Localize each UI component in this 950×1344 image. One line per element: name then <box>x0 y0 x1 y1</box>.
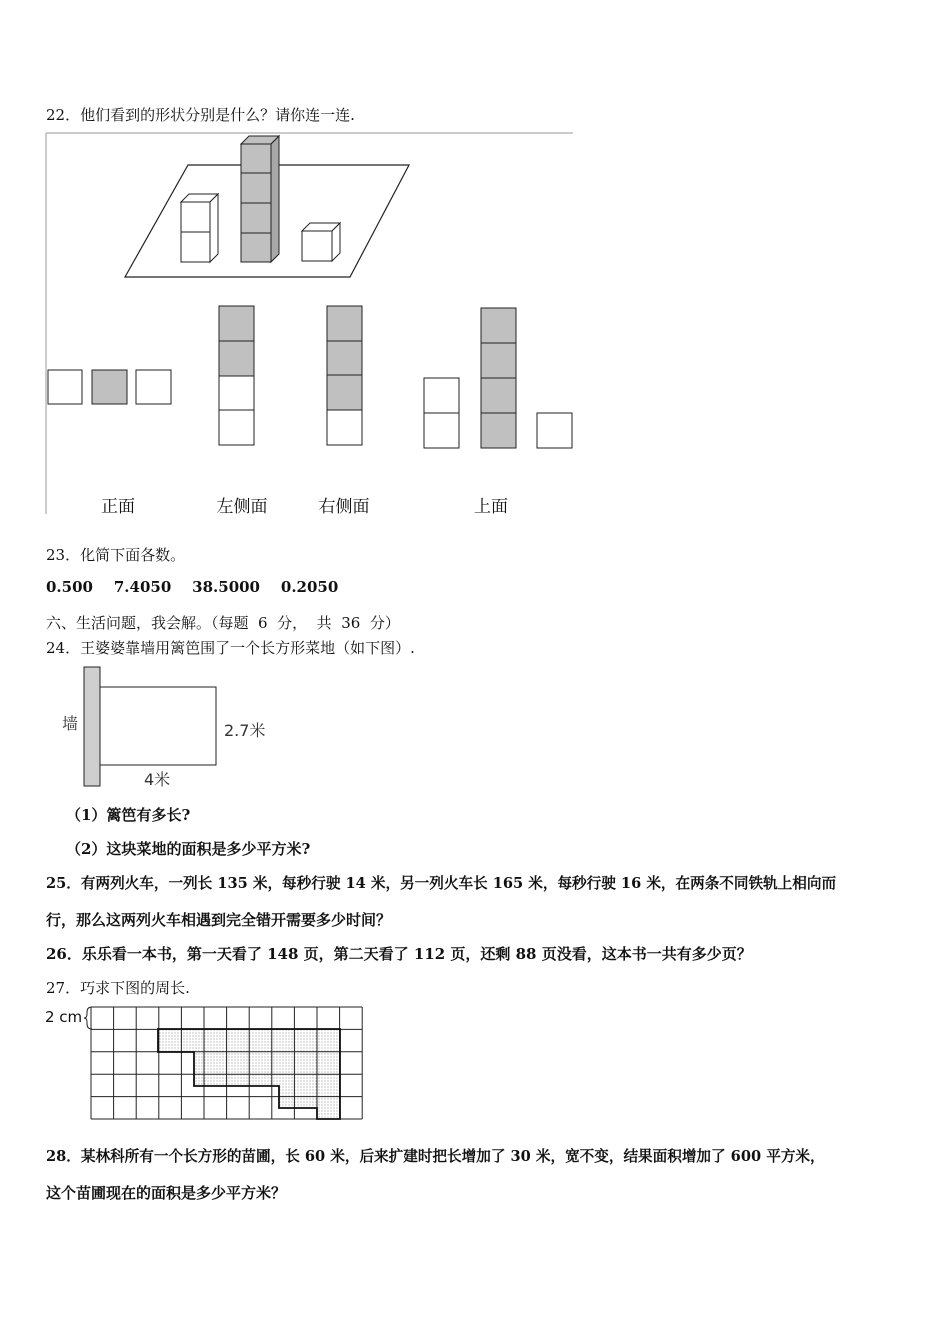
view-label-top: 上面 <box>474 497 508 517</box>
length-label: 4米 <box>144 770 171 789</box>
view-label-right: 右侧面 <box>318 497 370 517</box>
q25-line1: 25．有两列火车，一列长 135 米，每秒行驶 14 米，另一列火车长 165 米，每秒行驶 16 米，在两条不同铁轨上相向而 <box>46 875 837 892</box>
view-label-front: 正面 <box>101 497 135 517</box>
q25-line2: 行，那么这两列火车相遇到完全错开需要多少时间？ <box>46 911 392 929</box>
q27-title: 27．巧求下图的周长. <box>46 979 190 997</box>
q23-numbers: 0.500 7.4050 38.5000 0.2050 <box>46 578 339 596</box>
section6-title: 六、生活问题，我会解。（每题 6 分， 共 36 分） <box>46 614 400 632</box>
q24-title: 24．王婆婆靠墙用篱笆围了一个长方形菜地（如下图）. <box>46 639 415 657</box>
q24-sub2: （2）这块菜地的面积是多少平方米? <box>66 840 311 858</box>
q24-sub1: （1）篱笆有多长? <box>66 806 191 824</box>
wall-label: 墙 <box>62 714 79 733</box>
q23-title: 23．化简下面各数。 <box>46 546 186 564</box>
view-label-left: 左侧面 <box>216 497 268 517</box>
q28-line1: 28．某林科所有一个长方形的苗圃，长 60 米，后来扩建时把长增加了 30 米，宽不变，结果面积增加了 600 平方米， <box>46 1148 825 1165</box>
q26-text: 26．乐乐看一本书，第一天看了 148 页，第二天看了 112 页，还剩 88 页没看，这本书一共有多少页？ <box>46 945 752 963</box>
q28-line2: 这个苗圃现在的面积是多少平方米？ <box>46 1184 287 1202</box>
q22-title: 22．他们看到的形状分别是什么？请你连一连. <box>46 106 355 124</box>
scale-label: 2 cm <box>45 1008 83 1026</box>
width-label: 2.7米 <box>224 721 266 740</box>
